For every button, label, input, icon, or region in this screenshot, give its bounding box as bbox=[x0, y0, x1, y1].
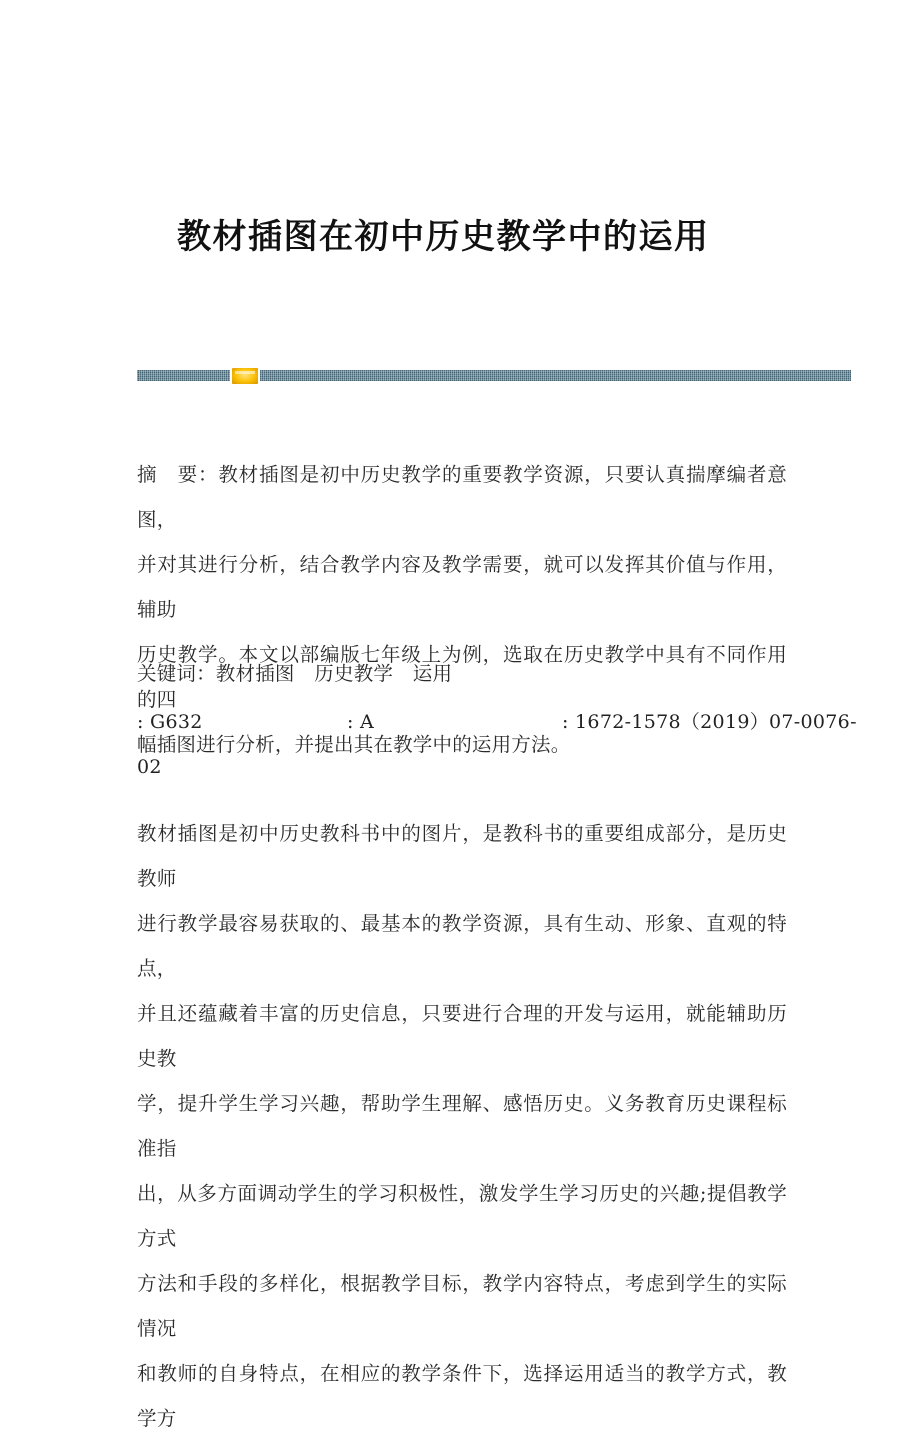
classification-codes-block bbox=[137, 700, 857, 790]
body-line: 和教师的自身特点，在相应的教学条件下，选择运用适当的教学方式，教学方 bbox=[137, 1362, 787, 1430]
serial-number-continued: 02 bbox=[137, 756, 162, 778]
serial-number-code: : 1672-1578（2019）07-0076- bbox=[562, 711, 857, 733]
keywords-block bbox=[137, 651, 787, 696]
code-line-continued bbox=[137, 745, 789, 790]
section-divider bbox=[137, 368, 851, 384]
abstract-line: 历史教学。本文以部编版七年级上为例，选取在历史教学中具有不同作用的四 bbox=[137, 643, 787, 711]
code-line bbox=[137, 700, 857, 745]
body-line: 教材插图是初中历史教科书中的图片，是教科书的重要组成部分，是历史教师 bbox=[137, 822, 787, 890]
body-line: 学，提升学生学习兴趣，帮助学生理解、感悟历史。义务教育历史课程标准指 bbox=[137, 1092, 787, 1160]
classification-code: : G632 bbox=[137, 711, 203, 733]
page-title: 教材插图在初中历史教学中的运用 bbox=[177, 217, 710, 257]
abstract-line: 并对其进行分析，结合教学内容及教学需要，就可以发挥其价值与作用，辅助 bbox=[137, 553, 787, 621]
body-line: 并且还蕴藏着丰富的历史信息，只要进行合理的开发与运用，就能辅助历史教 bbox=[137, 1002, 787, 1070]
abstract-line: 幅插图进行分析，并提出其在教学中的运用方法。 bbox=[137, 733, 571, 756]
body-text-block bbox=[137, 811, 787, 1441]
document-flag-code: : A bbox=[347, 711, 375, 733]
body-line: 方法和手段的多样化，根据教学目标，教学内容特点，考虑到学生的实际情况 bbox=[137, 1272, 787, 1340]
ornament-square-icon bbox=[232, 368, 258, 384]
keywords-line: 关键词：教材插图 历史教学 运用 bbox=[137, 662, 453, 685]
body-line: 进行教学最容易获取的、最基本的教学资源，具有生动、形象、直观的特点， bbox=[137, 912, 787, 980]
abstract-line: 摘 要：教材插图是初中历史教学的重要教学资源，只要认真揣摩编者意图， bbox=[137, 463, 787, 531]
body-line: 出，从多方面调动学生的学习积极性，激发学生学习历史的兴趣;提倡教学方式 bbox=[137, 1182, 787, 1250]
